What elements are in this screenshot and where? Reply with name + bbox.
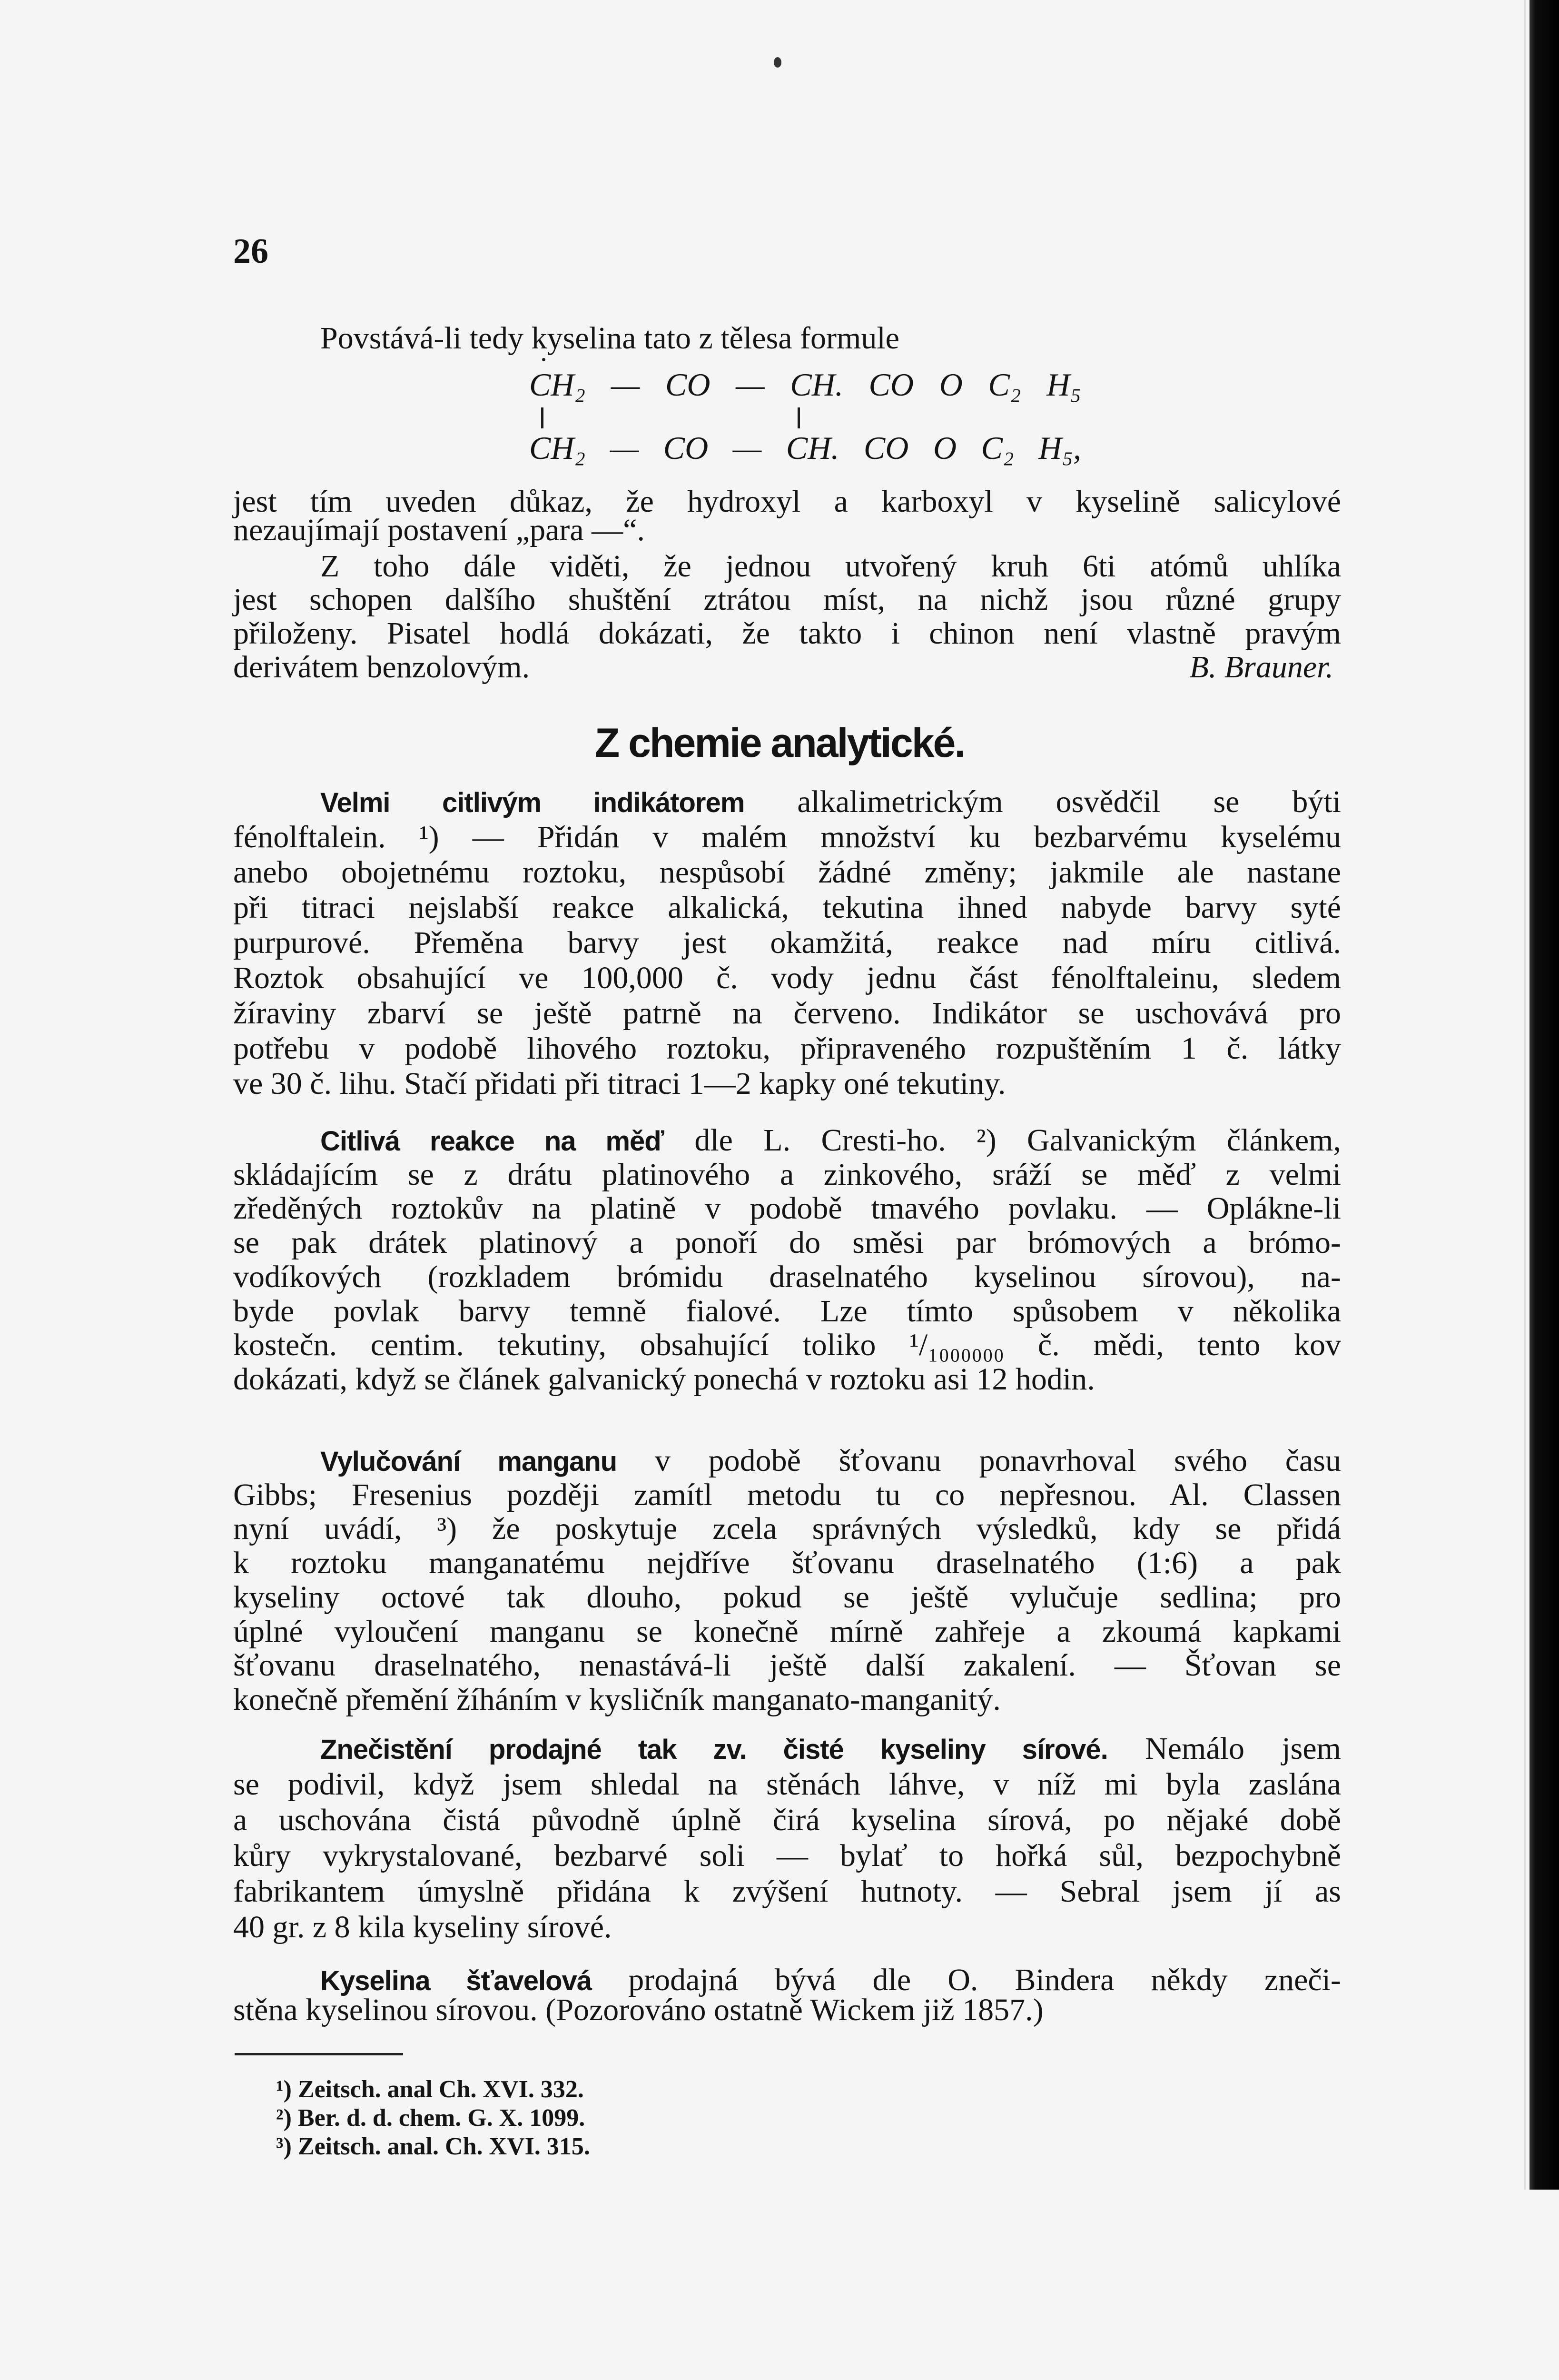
footnote-3: ³) Zeitsch. anal. Ch. XVI. 315. xyxy=(276,2133,590,2160)
text-line: se podivil, když jsem shledal na stěnách láhve, v níž mi byla zaslána xyxy=(233,1767,1341,1802)
text-line: vodíkových (rozkladem brómidu draselnatého kyselinou sírovou), na- xyxy=(233,1259,1341,1294)
intro-first-line: Povstává-li tedy kyselina tato z tělesa formule xyxy=(320,321,899,356)
text-line: derivátem benzolovým. xyxy=(233,650,530,684)
text-line: kyseliny octové tak dlouho, pokud se ještě vylučuje sedlina; pro xyxy=(233,1580,1341,1615)
paragraph-lead-bold: Vylučování manganu xyxy=(320,1446,617,1477)
text-line: ve 30 č. lihu. Stačí přidati při titraci 1—2 kapky oné tekutiny. xyxy=(233,1066,1006,1101)
text-line: jest tím uveden důkaz, že hydroxyl a karboxyl v kyselině salicylové xyxy=(233,484,1341,519)
text-line: Roztok obsahující ve 100,000 č. vody jednu část fénolftaleinu, sledem xyxy=(233,961,1341,995)
formula-bond-left xyxy=(541,407,543,428)
text-line: kůry vykrystalované, bezbarvé soli — bylať to hořká sůl, bezpochybně xyxy=(233,1838,1341,1873)
text-line: Z toho dále viděti, že jednou utvořený kruh 6ti atómů uhlíka xyxy=(320,549,1341,584)
scan-border-line xyxy=(1524,0,1526,2190)
text-line: přiloženy. Pisatel hodlá dokázati, že takto i chinon není vlastně pravým xyxy=(233,616,1341,651)
formula-line-2: CH₂ — CO — CH. CO O C₂ H₅, xyxy=(529,430,1081,466)
paragraph-first-line xyxy=(320,1123,1341,1158)
ink-speck xyxy=(774,57,781,68)
text-line: se pak drátek platinový a ponoří do směsi par brómových a brómo- xyxy=(233,1225,1341,1260)
text-line: a uschována čistá původně úplně čirá kyselina sírová, po nějaké době xyxy=(233,1803,1341,1837)
text-line: nyní uvádí, ³) že poskytuje zcela správných výsledků, kdy se přidá xyxy=(233,1511,1341,1546)
text-line: při titraci nejslabší reakce alkalická, tekutina ihned nabyde barvy syté xyxy=(233,890,1341,925)
text-line: dokázati, když se článek galvanický ponechá v roztoku asi 12 hodin. xyxy=(233,1362,1095,1397)
text-line: purpurové. Přeměna barvy jest okamžitá, reakce nad míru citlivá. xyxy=(233,925,1341,960)
text-line: žíraviny zbarví se ještě patrně na červeno. Indikátor se uschovává pro xyxy=(233,996,1341,1031)
text-line: byde povlak barvy temně fialové. Lze tímto spůsobem v několika xyxy=(233,1294,1341,1329)
text-line: zředěných roztokův na platině v podobě tmavého povlaku. — Oplákne-li xyxy=(233,1191,1341,1226)
paragraph-first-line xyxy=(320,1732,1341,1766)
footnote-rule xyxy=(235,2053,403,2055)
paragraph-lead-bold: Znečistění prodajné tak zv. čisté kyseliny sírové. xyxy=(320,1734,1108,1765)
section-title: Z chemie analytické. xyxy=(594,720,965,766)
text-line: anebo obojetnému roztoku, nespůsobí žádné změny; jakmile ale nastane xyxy=(233,855,1341,890)
text-line: k roztoku manganatému nejdříve šťovanu draselnatého (1:6) a pak xyxy=(233,1546,1341,1580)
scan-border xyxy=(1529,0,1559,2190)
text-line: konečně přemění žíháním v kysličník manganato-manganitý. xyxy=(233,1682,1001,1717)
paragraph-first-line xyxy=(320,785,1341,819)
formula-bond-dot xyxy=(542,358,545,361)
text-line: Gibbs; Fresenius později zamítl metodu tu co nepřesnou. Al. Classen xyxy=(233,1478,1341,1512)
text-line: šťovanu draselnatého, nenastává-li ještě další zakalení. — Šťovan se xyxy=(233,1648,1341,1683)
text-line: fénolftalein. ¹) — Přidán v malém množství ku bezbarvému kyselému xyxy=(233,820,1341,854)
paragraph-first-line xyxy=(320,1444,1341,1478)
text-line: potřebu v podobě lihového roztoku, připraveného rozpuštěním 1 č. látky xyxy=(233,1031,1341,1066)
paragraph-text: Nemálo jsem xyxy=(1107,1731,1341,1766)
formula-line-1: CH₂ — CO — CH. CO O C₂ H₅ xyxy=(529,367,1081,403)
footnote-1: ¹) Zeitsch. anal Ch. XVI. 332. xyxy=(276,2076,584,2103)
text-line: úplné vyloučení manganu se konečně mírně zahřeje a zkoumá kapkami xyxy=(233,1614,1341,1649)
page-number: 26 xyxy=(233,232,268,271)
paragraph-text: prodajná bývá dle O. Bindera někdy zneči- xyxy=(592,1963,1341,1997)
text-line: skládajícím se z drátu platinového a zinkového, sráží se měď z velmi xyxy=(233,1157,1341,1192)
text-line: stěna kyselinou sírovou. (Pozorováno ostatně Wickem již 1857.) xyxy=(233,1993,1044,2027)
paragraph-text: dle L. Cresti-ho. ²) Galvanickým článkem, xyxy=(663,1123,1341,1158)
text-line: jest schopen dalšího shuštění ztrátou míst, na nichž jsou různé grupy xyxy=(233,582,1341,617)
paragraph-text: alkalimetrickým osvědčil se býti xyxy=(744,784,1341,819)
text-line: kostečn. centim. tekutiny, obsahující toliko ¹/₁₀₀₀₀₀₀ č. mědi, tento kov xyxy=(233,1328,1341,1362)
formula-bond-right xyxy=(798,407,800,428)
paragraph-lead-bold: Kyselina šťavelová xyxy=(320,1965,592,1996)
text-line: nezaujímají postavení „para —“. xyxy=(233,513,645,547)
footnote-2: ²) Ber. d. d. chem. G. X. 1099. xyxy=(276,2104,585,2132)
text-line: 40 gr. z 8 kila kyseliny sírové. xyxy=(233,1910,612,1944)
text-line: fabrikantem úmyslně přidána k zvýšení hutnoty. — Sebral jsem jí as xyxy=(233,1874,1341,1909)
paragraph-lead-bold: Velmi citlivým indikátorem xyxy=(320,787,745,818)
paragraph-lead-bold: Citlivá reakce na měď xyxy=(320,1126,664,1157)
paragraph-text: v podobě šťovanu ponavrhoval svého času xyxy=(617,1443,1341,1478)
author-signature: B. Brauner. xyxy=(1189,650,1333,684)
